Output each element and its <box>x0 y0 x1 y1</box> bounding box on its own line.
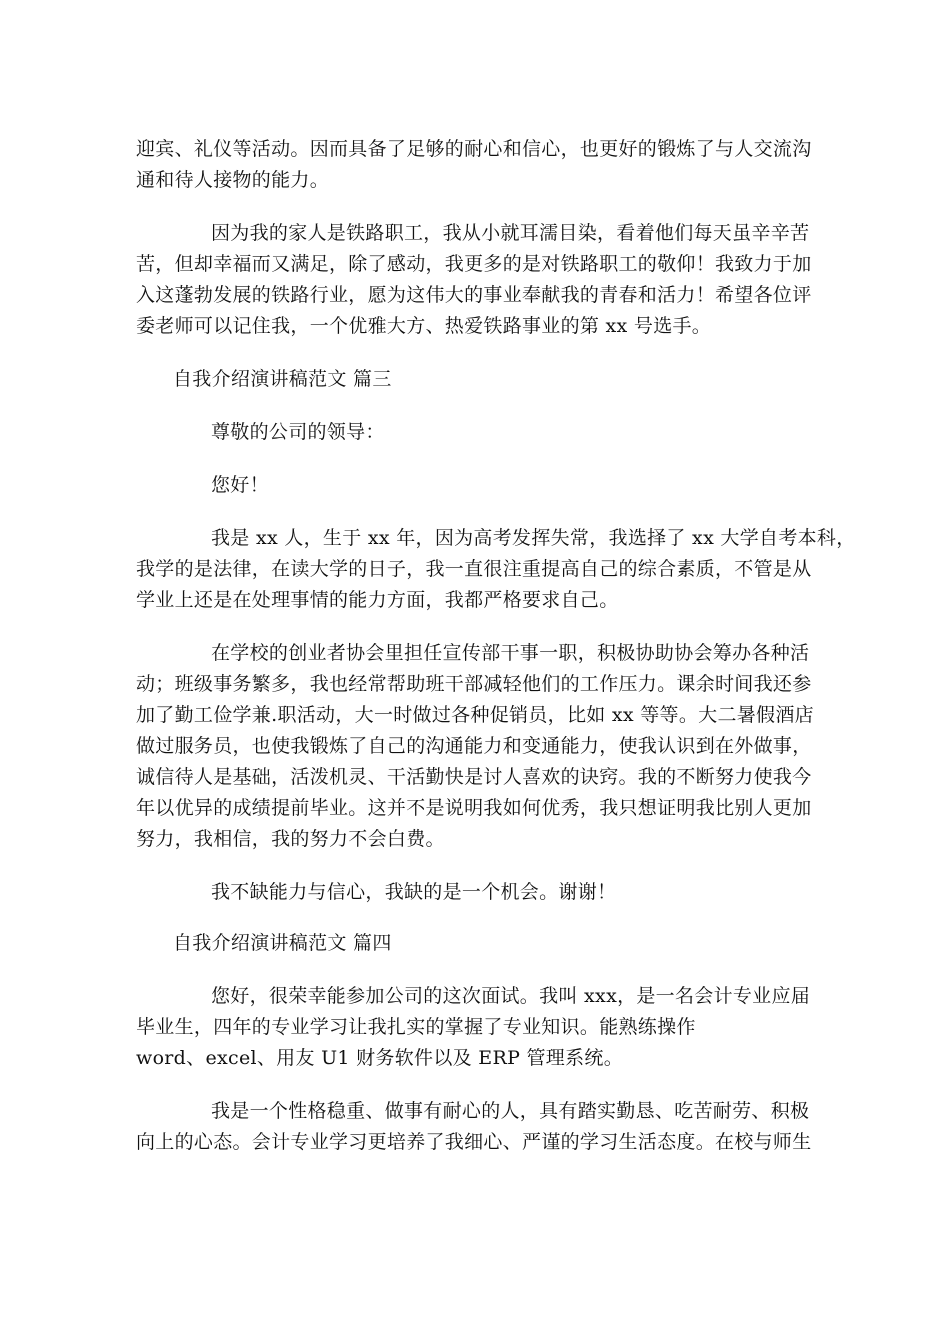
paragraph-line: 学业上还是在处理事情的能力方面，我都严格要求自己。 <box>136 589 619 611</box>
closing-line: 我不缺能力与信心，我缺的是一个机会。谢谢！ <box>211 881 617 903</box>
section-heading-3: 自我介绍演讲稿范文 篇三 <box>173 368 392 390</box>
paragraph-spacer <box>136 448 816 470</box>
paragraph-spacer <box>136 855 816 877</box>
paragraph-line: 因为我的家人是铁路职工，我从小就耳濡目染，看着他们每天虽辛辛苦 <box>211 222 810 244</box>
paragraph-line: 加了勤工俭学兼.职活动，大一时做过各种促销员，比如 xx 等等。大二暑假酒店 <box>136 704 814 726</box>
paragraph-spacer <box>136 395 816 417</box>
greeting: 您好！ <box>211 474 269 496</box>
paragraph-line: 年以优异的成绩提前毕业。这并不是说明我如何优秀，我只想证明我比别人更加 <box>136 797 812 819</box>
paragraph-line: 在学校的创业者协会里担任宣传部干事一职，积极协助协会筹办各种活 <box>211 642 810 664</box>
paragraph-spacer <box>136 616 816 638</box>
paragraph-line: 毕业生，四年的专业学习让我扎实的掌握了专业知识。能熟练操作 <box>136 1016 696 1038</box>
paragraph-line: 迎宾、礼仪等活动。因而具备了足够的耐心和信心，也更好的锻炼了与人交流沟 <box>136 138 812 160</box>
paragraph-line: 向上的心态。会计专业学习更培养了我细心、严谨的学习生活态度。在校与师生 <box>136 1131 812 1153</box>
paragraph-3 <box>136 523 856 616</box>
paragraph-line: 委老师可以记住我，一个优雅大方、热爱铁路事业的第 xx 号选手。 <box>136 315 712 337</box>
paragraph-line: 我是 xx 人，生于 xx 年，因为高考发挥失常，我选择了 xx 大学自考本科， <box>211 527 856 549</box>
document-body <box>136 134 856 1158</box>
paragraph-line: 动；班级事务繁多，我也经常帮助班干部减轻他们的工作压力。课余时间我还参 <box>136 673 812 695</box>
paragraph-line: word、excel、用友 U1 财务软件以及 ERP 管理系统。 <box>136 1047 623 1069</box>
paragraph-spacer <box>136 501 816 523</box>
paragraph-line: 努力，我相信，我的努力不会白费。 <box>136 828 445 850</box>
salutation: 尊敬的公司的领导： <box>211 421 385 443</box>
paragraph-spacer <box>136 959 816 981</box>
paragraph-6 <box>136 1096 816 1158</box>
paragraph-line: 我学的是法律，在读大学的日子，我一直很注重提高自己的综合素质，不管是从 <box>136 558 812 580</box>
paragraph-line: 做过服务员，也使我锻炼了自己的沟通能力和变通能力，使我认识到在外做事， <box>136 735 812 757</box>
paragraph-1 <box>136 134 816 196</box>
paragraph-2 <box>136 218 816 342</box>
paragraph-5 <box>136 981 816 1074</box>
paragraph-line: 我是一个性格稳重、做事有耐心的人，具有踏实勤恳、吃苦耐劳、积极 <box>211 1100 810 1122</box>
paragraph-spacer <box>136 342 816 364</box>
paragraph-spacer <box>136 196 816 218</box>
paragraph-line: 通和待人接物的能力。 <box>136 169 330 191</box>
section-heading-4: 自我介绍演讲稿范文 篇四 <box>173 932 392 954</box>
paragraph-4 <box>136 638 816 855</box>
paragraph-spacer <box>136 1074 816 1096</box>
paragraph-line: 您好，很荣幸能参加公司的这次面试。我叫 xxx，是一名会计专业应届 <box>211 985 811 1007</box>
paragraph-spacer <box>136 908 816 928</box>
paragraph-line: 诚信待人是基础，活泼机灵、干活勤快是讨人喜欢的诀窍。我的不断努力使我今 <box>136 766 812 788</box>
paragraph-line: 苦，但却幸福而又满足，除了感动，我更多的是对铁路职工的敬仰！我致力于加 <box>136 253 812 275</box>
paragraph-line: 入这蓬勃发展的铁路行业，愿为这伟大的事业奉献我的青春和活力！希望各位评 <box>136 284 812 306</box>
